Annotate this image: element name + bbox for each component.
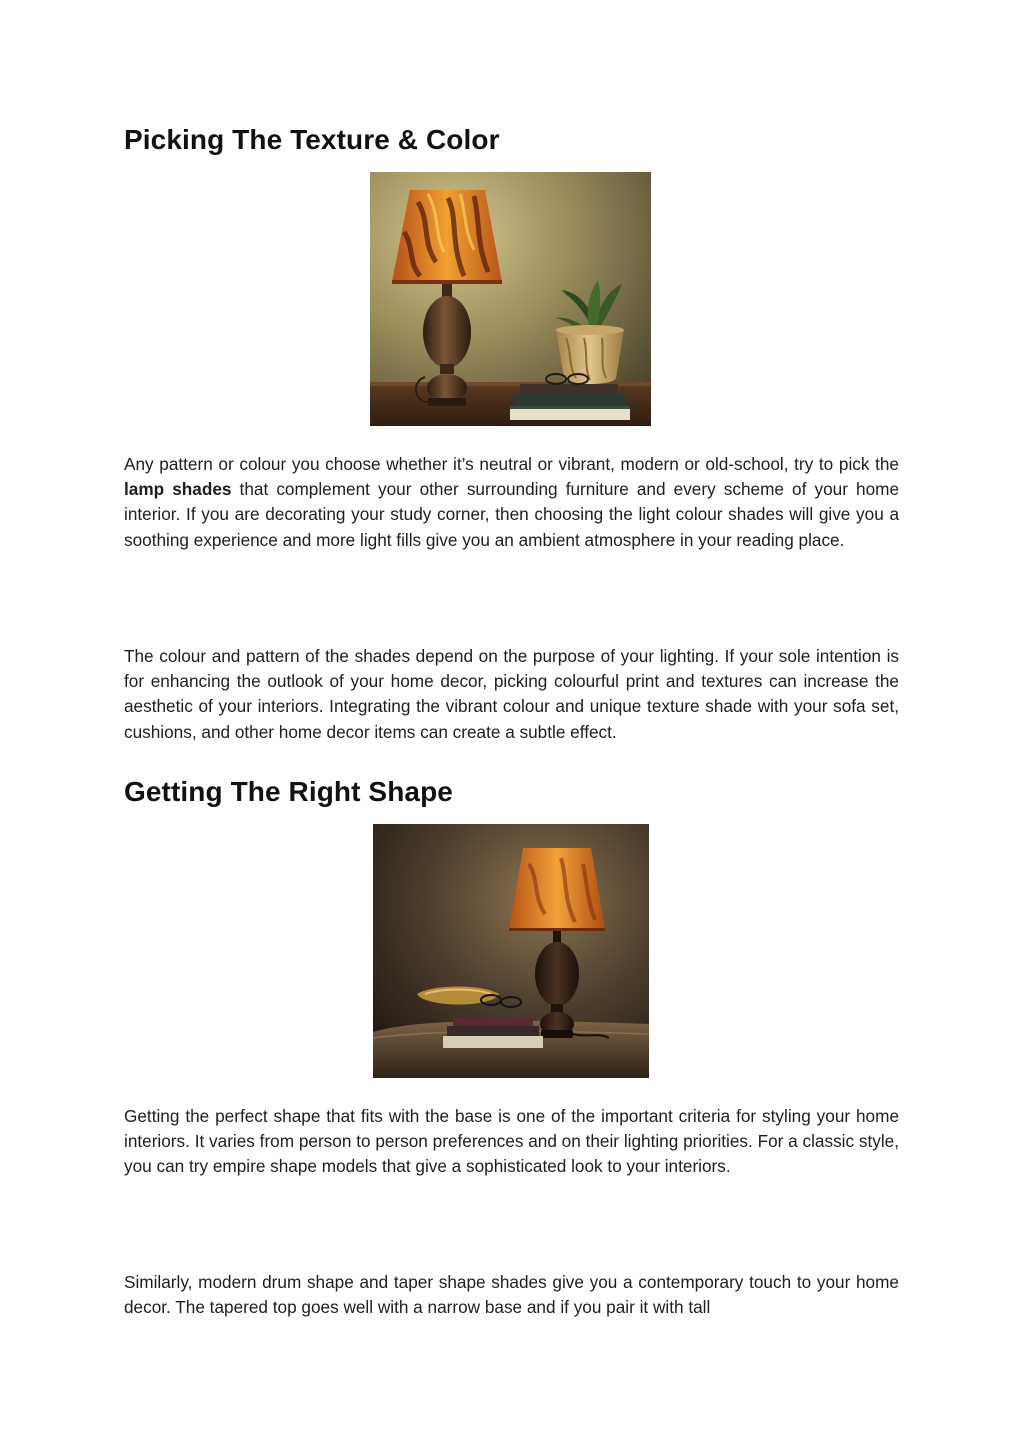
paragraph-texture-1 [124, 452, 899, 553]
paragraph-texture-2: The colour and pattern of the shades depend on the purpose of your lighting. If your sole intention is for enhancing the outlook of your home decor, picking colourful print and textures can increase the aesthetic of your interiors. Integrating the vibrant colour and unique texture shade with your sofa set, cushions, and other home decor items can create a subtle effect. [124, 646, 899, 742]
lamp-shades-keyword: lamp shades [124, 479, 232, 500]
section-heading-right-shape: Getting The Right Shape [124, 776, 453, 807]
section-heading-texture-color: Picking The Texture & Color [124, 124, 500, 155]
paragraph-shape-1: Getting the perfect shape that fits with the base is one of the important criteria for styling your home interiors. It varies from person to person preferences and on their lighting priorities. For a classic style, you can try empire shape models that give a sophisticated look to your interiors. [124, 1106, 899, 1177]
paragraph-shape-2: Similarly, modern drum shape and taper shape shades give you a contemporary touch to your home decor. The tapered top goes well with a narrow base and if you pair it with tall [124, 1272, 899, 1318]
paragraph-texture-1-before: Any pattern or colour you choose whether it’s neutral or vibrant, modern or old-school, try to pick the [124, 454, 899, 474]
paragraph-texture-1-after: that complement your other surrounding furniture and every scheme of your home interior. If you are decorating your study corner, then choosing the light colour shades will give you a soothing experience and more light fills give you an ambient atmosphere in your reading place. [124, 479, 900, 550]
lamp-photo-shape [373, 824, 649, 1078]
lamp-photo-texture [370, 172, 651, 426]
